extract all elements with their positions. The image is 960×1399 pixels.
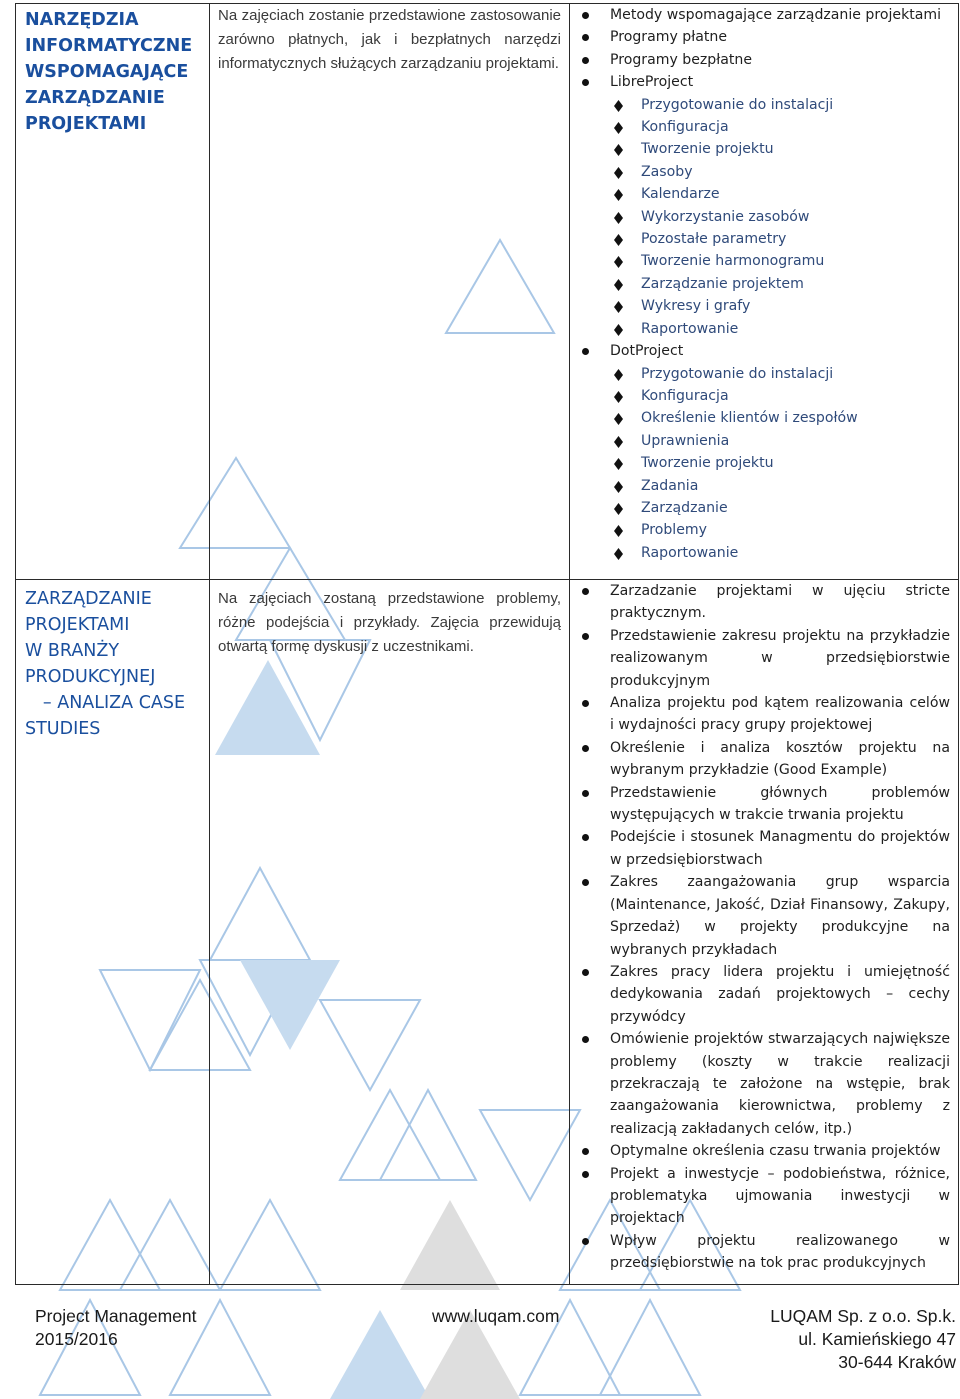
module-title-cell	[16, 580, 210, 1285]
footer-company-address	[770, 1305, 956, 1374]
bullet-icon	[582, 1036, 589, 1043]
topic-item	[570, 71, 950, 93]
module-title-line: ZARZĄDZANIE	[25, 589, 152, 609]
topic-text: LibreProject	[610, 74, 694, 91]
bullet-icon	[582, 348, 589, 355]
topic-text: Tworzenie harmonogramu	[641, 253, 825, 270]
topic-text: Przygotowanie do instalacji	[641, 365, 834, 382]
topic-text: Uprawnienia	[641, 432, 730, 449]
diamond-bullet-icon	[614, 122, 623, 134]
module-description-cell	[210, 580, 570, 1285]
module-title-line: WSPOMAGAJĄCE	[25, 62, 189, 82]
module-title-line: NARZĘDZIA	[25, 10, 139, 30]
topic-text: Podejście i stosunek Managmentu do projektów w przedsiębiorstwach	[610, 829, 950, 868]
course-table-wrapper	[15, 3, 958, 1286]
module-title	[16, 4, 209, 137]
bullet-icon	[582, 969, 589, 976]
bullet-icon	[582, 588, 589, 595]
diamond-bullet-icon	[614, 548, 623, 560]
sub-topic-item	[570, 295, 950, 317]
module-title-cell	[16, 4, 210, 580]
sub-topic-item	[570, 250, 950, 272]
topic-item	[570, 737, 950, 782]
diamond-bullet-icon	[614, 234, 623, 246]
topic-text: Projekt a inwestycje – podobieństwa, różnice, problematyka ujmowania inwestycji w projektach	[610, 1165, 950, 1227]
bullet-icon	[582, 1148, 589, 1155]
topic-item	[570, 1140, 950, 1162]
course-table	[15, 3, 959, 1285]
bullet-icon	[582, 745, 589, 752]
diamond-bullet-icon	[614, 525, 623, 537]
diamond-bullet-icon	[614, 100, 623, 112]
diamond-bullet-icon	[614, 481, 623, 493]
topic-item	[570, 340, 950, 362]
diamond-bullet-icon	[614, 167, 623, 179]
sub-topic-item	[570, 206, 950, 228]
module-description-cell	[210, 4, 570, 580]
diamond-bullet-icon	[614, 503, 623, 515]
topic-text: Zadania	[641, 477, 699, 494]
topic-item	[570, 1163, 950, 1230]
sub-topic-item	[570, 475, 950, 497]
topic-item	[570, 1230, 950, 1275]
diamond-bullet-icon	[614, 391, 623, 403]
topic-text: Konfiguracja	[641, 387, 729, 404]
bullet-icon	[582, 700, 589, 707]
topic-text: Określenie klientów i zespołów	[641, 410, 858, 427]
sub-topic-item	[570, 385, 950, 407]
diamond-bullet-icon	[614, 144, 623, 156]
diamond-bullet-icon	[614, 212, 623, 224]
sub-topic-item	[570, 497, 950, 519]
topic-text: Programy bezpłatne	[610, 51, 753, 68]
topic-text: Zakres zaangażowania grup wsparcia (Maintenance, Jakość, Dział Finansowy, Zakupy, Sprzedaż) w projekty produkcyjne na wybranych przykładach	[610, 874, 950, 958]
diamond-bullet-icon	[614, 458, 623, 470]
footer-city: 30-644 Kraków	[838, 1352, 956, 1372]
topic-text: Określenie i analiza kosztów projektu na wybranym przykładzie (Good Example)	[610, 739, 950, 779]
topic-text: Programy płatne	[610, 29, 728, 46]
topic-text: Konfiguracja	[641, 119, 729, 136]
sub-topic-item	[570, 519, 950, 541]
topic-text: Optymalne określenia czasu trwania projektów	[610, 1143, 941, 1160]
bullet-icon	[582, 879, 589, 886]
topic-text: Omówienie projektów stwarzających największe problemy (koszty w trakcie realizacji przekraczają te założone na wstępie, brak zaangażowania kierownictwa, problemy z realizacją zakładanych celów, itp.)	[610, 1031, 950, 1137]
sub-topic-item	[570, 318, 950, 340]
diamond-bullet-icon	[614, 189, 623, 201]
topic-text: Tworzenie projektu	[641, 455, 774, 472]
sub-topic-item	[570, 273, 950, 295]
module-title-line: INFORMATYCZNE	[25, 36, 193, 56]
module-description: Na zajęciach zostanie przedstawione zastosowanie zarówno płatnych, jak i bezpłatnych narzędzi informatycznych służących zarządzaniu projektami.	[218, 7, 561, 72]
footer-course-info	[35, 1305, 196, 1351]
sub-topic-item	[570, 430, 950, 452]
sub-topic-item	[570, 116, 950, 138]
diamond-bullet-icon	[614, 301, 623, 313]
bullet-icon	[582, 57, 589, 64]
topic-item	[570, 1028, 950, 1140]
topic-text: Przygotowanie do instalacji	[641, 96, 834, 113]
footer-company-name: LUQAM Sp. z o.o. Sp.k.	[770, 1306, 956, 1326]
bullet-icon	[582, 1238, 589, 1245]
topic-text: Raportowanie	[641, 320, 739, 337]
diamond-bullet-icon	[614, 279, 623, 291]
sub-topic-item	[570, 183, 950, 205]
bullet-icon	[582, 834, 589, 841]
bullet-icon	[582, 1171, 589, 1178]
topic-item	[570, 625, 950, 692]
footer-street: ul. Kamieńskiego 47	[798, 1329, 956, 1349]
sub-topic-item	[570, 138, 950, 160]
module-topics-cell	[570, 580, 959, 1285]
topic-item	[570, 871, 950, 961]
diamond-bullet-icon	[614, 369, 623, 381]
sub-topic-item	[570, 407, 950, 429]
sub-topic-item	[570, 363, 950, 385]
sub-topic-item	[570, 542, 950, 564]
topic-item	[570, 49, 950, 71]
topic-text: Zakres pracy lidera projektu i umiejętność dedykowania zadań projektowych – cechy przywódcy	[610, 963, 950, 1025]
sub-topic-item	[570, 161, 950, 183]
topic-text: Zarządzanie	[641, 499, 728, 516]
bullet-icon	[582, 790, 589, 797]
sub-topic-item	[570, 94, 950, 116]
topic-item	[570, 4, 950, 26]
course-row	[16, 4, 959, 580]
module-title-line: ZARZĄDZANIE	[25, 88, 165, 108]
topic-item	[570, 961, 950, 1028]
sub-topic-item	[570, 228, 950, 250]
topic-item	[570, 782, 950, 827]
topic-text: Problemy	[641, 522, 707, 539]
topic-text: Tworzenie projektu	[641, 141, 774, 158]
module-title-line: STUDIES	[25, 719, 101, 739]
topic-text: DotProject	[610, 343, 684, 360]
topic-text: Przedstawienie głównych problemów występujących w trakcie trwania projektu	[610, 784, 950, 824]
topic-text: Wykresy i grafy	[641, 298, 751, 315]
module-title-line: – ANALIZA CASE	[42, 693, 186, 713]
topic-text: Zarzadzanie projektami w ujęciu stricte praktycznym.	[610, 583, 950, 622]
footer-course-name: Project Management	[35, 1306, 197, 1326]
bullet-icon	[582, 12, 589, 19]
module-title-line: PROJEKTAMI	[25, 615, 130, 635]
topic-text: Raportowanie	[641, 544, 739, 561]
topic-text: Przedstawienie zakresu projektu na przykładzie realizowanym w przedsiębiorstwie produkcyjnym	[610, 627, 950, 689]
diamond-bullet-icon	[614, 256, 623, 268]
topic-text: Pozostałe parametry	[641, 231, 787, 248]
topic-text: Zarządzanie projektem	[641, 275, 804, 292]
topic-text: Kalendarze	[641, 186, 720, 203]
topic-list	[570, 4, 958, 564]
bullet-icon	[582, 79, 589, 86]
module-title-line: PRODUKCYJNEJ	[25, 667, 156, 687]
bullet-icon	[582, 633, 589, 640]
topic-list	[570, 580, 958, 1275]
topic-text: Wpływ projektu realizowanego w przedsiębiorstwie na tok prac produkcyjnych	[610, 1232, 950, 1272]
module-description: Na zajęciach zostaną przedstawione problemy, różne podejścia i przykłady. Zajęcia przewidują otwartą formę dyskusji z uczestnikami.	[218, 590, 561, 655]
topic-item	[570, 692, 950, 737]
topic-item	[570, 26, 950, 48]
module-title-line: PROJEKTAMI	[25, 114, 147, 134]
topic-text: Metody wspomagające zarządzanie projektami	[610, 7, 942, 23]
topic-item	[570, 580, 950, 625]
course-row	[16, 580, 959, 1285]
diamond-bullet-icon	[614, 436, 623, 448]
topic-text: Zasoby	[641, 163, 693, 180]
module-title-line: W BRANŻY	[25, 641, 120, 661]
footer-academic-year: 2015/2016	[35, 1329, 118, 1349]
sub-topic-item	[570, 452, 950, 474]
bullet-icon	[582, 34, 589, 41]
topic-item	[570, 826, 950, 871]
topic-text: Analiza projektu pod kątem realizowania celów i wydajności pracy grupy projektowej	[610, 695, 950, 734]
footer-website[interactable]: www.luqam.com	[432, 1306, 560, 1326]
diamond-bullet-icon	[614, 324, 623, 336]
diamond-bullet-icon	[614, 413, 623, 425]
module-topics-cell	[570, 4, 959, 580]
module-title	[16, 580, 209, 742]
topic-text: Wykorzystanie zasobów	[641, 208, 810, 225]
